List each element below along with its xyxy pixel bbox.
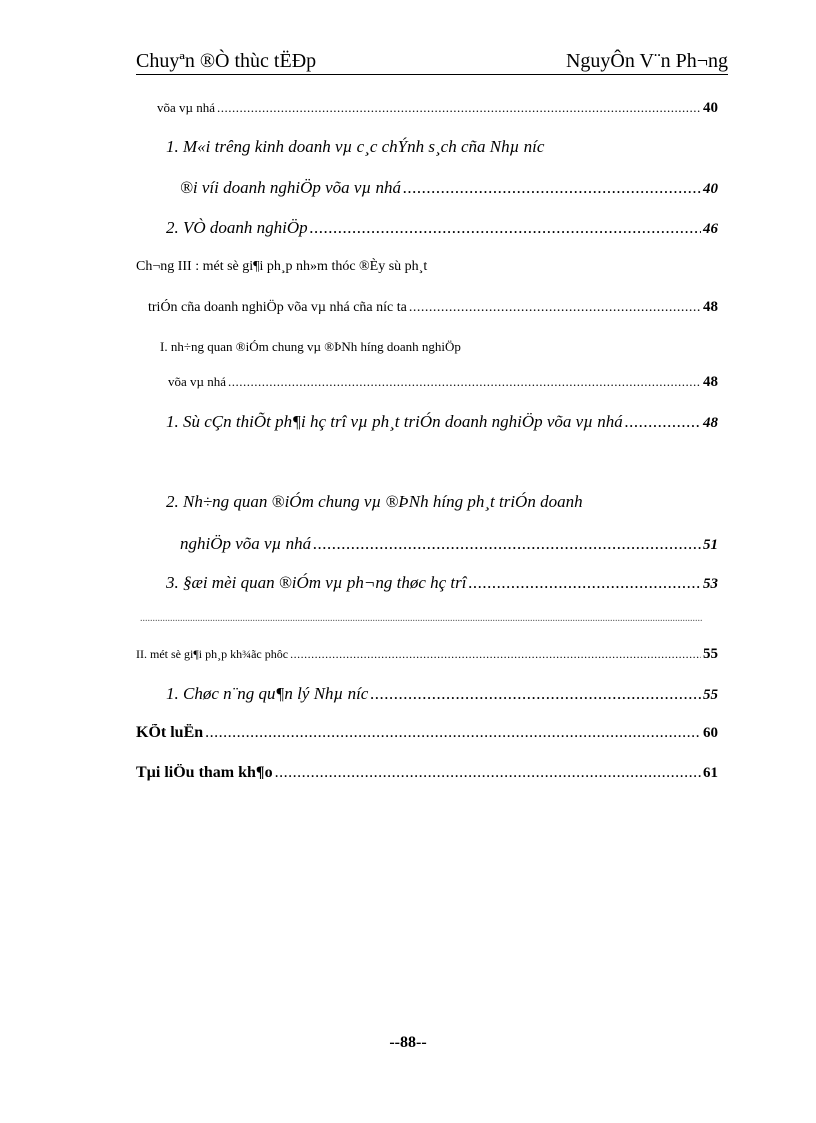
dot-leader <box>409 300 701 316</box>
dot-leader <box>275 764 701 782</box>
toc-entry-page: 46 <box>703 221 718 237</box>
toc-entry: I. nh÷ng quan ®iÓm chung vµ ®ÞNh híng doanh nghiÖp <box>160 339 461 354</box>
toc-entry-page: 40 <box>703 181 718 197</box>
toc-entry <box>166 573 718 593</box>
toc-entry-text: Tµi liÖu tham kh¶o <box>136 764 273 781</box>
dot-leader <box>625 412 701 432</box>
dot-leader <box>370 684 701 704</box>
toc-entry-page: 55 <box>703 646 718 662</box>
toc-entry-text: võa vµ nhá <box>168 374 227 389</box>
toc-entry-page: 60 <box>703 725 718 741</box>
toc-entry-text: 1. Chøc n¨ng qu¶n lý Nhµ níc <box>166 684 369 703</box>
dot-leader <box>469 573 702 593</box>
toc-entry <box>180 178 718 198</box>
toc-entry-page: 48 <box>703 415 718 431</box>
toc-entry-text: triÓn cña doanh nghiÖp võa vµ nhá cña níc ta <box>148 300 407 315</box>
toc-entry-page: 53 <box>703 576 718 592</box>
toc-entry <box>136 764 718 782</box>
dot-leader <box>217 100 701 116</box>
page-header <box>136 48 728 75</box>
dot-leader <box>205 724 701 742</box>
toc-entry-text: 3. §æi mèi quan ®iÓm vµ ph¬ng thøc hç trî <box>166 573 467 592</box>
page-number: --88-- <box>389 1034 427 1051</box>
toc-entry <box>180 534 718 554</box>
toc-entry-text: võa vµ nhá <box>157 100 216 115</box>
toc-entry-text: 1. Sù cÇn thiÕt ph¶i hç trî vµ ph¸t triÓn doanh nghiÖp võa vµ nhá <box>166 412 623 431</box>
toc-entry <box>136 724 718 742</box>
header-title: Chuyªn ®Ò thùc tËÐp <box>136 50 317 72</box>
toc-entry-page: 61 <box>703 765 718 781</box>
toc-entry-page: 40 <box>703 100 718 116</box>
dot-leader <box>228 374 701 390</box>
toc-entry <box>166 412 718 432</box>
toc-entry: 1. M«i trêng kinh doanh vµ c¸c chÝnh s¸ch cña Nhµ níc <box>166 137 545 156</box>
toc-entry-text: 2. VÒ doanh nghiÖp <box>166 218 308 237</box>
toc-entry-text: ®i víi doanh nghiÖp võa vµ nhá <box>180 178 402 197</box>
toc-entry <box>136 646 718 663</box>
toc-entry: 2. Nh÷ng quan ®iÓm chung vµ ®ÞNh híng ph¸t triÓn doanh <box>166 492 583 511</box>
toc-entry <box>168 374 718 391</box>
dotted-separator <box>140 613 703 623</box>
dot-leader <box>290 647 701 662</box>
toc-entry-page: 55 <box>703 687 718 703</box>
toc-entry-page: 48 <box>703 374 718 390</box>
toc-entry-text: KÕt luËn <box>136 724 204 741</box>
dot-leader <box>403 178 701 198</box>
toc-entry <box>157 100 718 117</box>
toc-entry <box>166 684 718 704</box>
toc-entry-page: 48 <box>703 299 718 315</box>
header-author: NguyÔn V¨n Ph¬ng <box>565 50 728 72</box>
toc-entry <box>166 218 718 238</box>
toc-entry: Ch¬ng III : mét sè gi¶i ph¸p nh»m thóc ®Èy sù ph¸t <box>136 259 428 274</box>
toc-entry-page: 51 <box>703 537 718 553</box>
toc-entry-text: II. mét sè gi¶i ph¸p kh¾ãc phôc <box>136 647 289 661</box>
toc-entry-text: nghiÖp võa vµ nhá <box>180 534 312 553</box>
dot-leader <box>310 218 701 238</box>
toc-entry <box>148 299 718 316</box>
dot-leader <box>313 534 701 554</box>
